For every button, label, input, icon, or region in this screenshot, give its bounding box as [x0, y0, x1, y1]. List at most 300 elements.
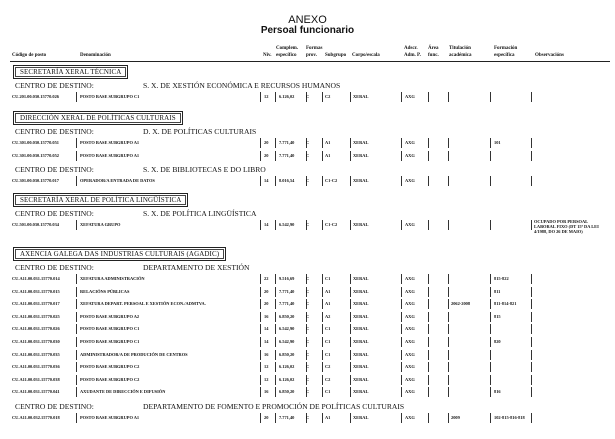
cell-formas: C: [306, 288, 310, 294]
cell-divider: [401, 312, 402, 322]
cell-divider: [428, 324, 429, 334]
centro-value: D. X. DE POLÍTICAS CULTURAIS: [143, 127, 257, 136]
centro-value: S. X. DE BIBLIOTECAS E DO LIBRO: [143, 165, 266, 175]
cell-niv: 12: [264, 376, 269, 382]
cell-denominacion: OPERADOR/A ENTRADA DE DATOS: [80, 178, 155, 184]
cell-divider: [531, 312, 532, 322]
col-titulacion-1: Titulación: [449, 46, 471, 51]
cell-divider: [428, 413, 429, 423]
cell-complem: 7.771,40: [279, 301, 295, 307]
cell-divider: [322, 92, 323, 102]
cell-adscr: AXG: [405, 178, 415, 184]
cell-code: CU.301.00.030.15770.052: [12, 152, 59, 158]
cell-divider: [350, 413, 351, 423]
cell-divider: [428, 362, 429, 372]
cell-code: CU.A11.00.031.15770.017: [12, 301, 60, 307]
cell-divider: [531, 151, 532, 161]
cell-divider: [350, 350, 351, 360]
cell-divider: [531, 413, 532, 423]
cell-divider: [428, 176, 429, 186]
cell-complem: 6.542,90: [279, 326, 295, 332]
table-row: [10, 412, 610, 423]
cell-denominacion: POSTO BASE SUBGRUPO A2: [80, 313, 140, 319]
cell-subgrupo: A1: [325, 288, 331, 294]
cell-denominacion: POSTO BASE SUBGRUPO C2: [80, 364, 140, 370]
cell-corpo: XERAL: [353, 288, 369, 294]
cell-formas: C: [306, 351, 310, 357]
cell-denominacion: ADMINISTRADOR/A DE PRODUCIÓN DE CENTROS: [80, 351, 188, 357]
table-row: [10, 286, 610, 297]
cell-divider: [260, 337, 261, 347]
cell-corpo: XERAL: [353, 339, 369, 344]
cell-niv: 14: [264, 178, 269, 184]
cell-divider: [275, 337, 276, 347]
cell-divider: [428, 287, 429, 297]
cell-corpo: XERAL: [353, 313, 369, 319]
cell-divider: [322, 350, 323, 360]
table-row: [10, 311, 610, 322]
cell-divider: [322, 413, 323, 423]
cell-divider: [260, 287, 261, 297]
cell-divider: [428, 220, 429, 230]
cell-divider: [260, 138, 261, 148]
cell-code: CU.A11.00.031.15770.026: [12, 326, 60, 332]
col-corpo: Corpo/escala: [352, 53, 380, 58]
cell-formas: C: [306, 364, 310, 370]
cell-divider: [322, 362, 323, 372]
cell-formacion: 815-822: [494, 276, 509, 281]
cell-adscr: AXG: [405, 94, 415, 99]
cell-subgrupo: A1: [325, 152, 331, 158]
cell-divider: [531, 92, 532, 102]
cell-corpo: XERAL: [353, 276, 369, 281]
cell-divider: [275, 362, 276, 372]
cell-divider: [401, 324, 402, 334]
cell-divider: [322, 324, 323, 334]
cell-divider: [428, 387, 429, 397]
centro-label: CENTRO DE DESTINO:: [15, 209, 94, 218]
cell-divider: [76, 220, 77, 230]
cell-formas: C: [306, 339, 310, 344]
table-row: [10, 386, 610, 397]
cell-adscr: AXG: [405, 301, 415, 307]
cell-adscr: AXG: [405, 313, 415, 319]
cell-divider: [76, 324, 77, 334]
table-row: [10, 361, 610, 372]
cell-subgrupo: C1-C2: [325, 178, 338, 184]
cell-subgrupo: C1: [325, 276, 331, 281]
cell-divider: [350, 220, 351, 230]
cell-divider: [275, 138, 276, 148]
cell-divider: [350, 375, 351, 385]
cell-divider: [401, 151, 402, 161]
cell-niv: 12: [264, 364, 269, 370]
cell-divider: [531, 274, 532, 284]
cell-formas: C: [306, 140, 310, 145]
cell-divider: [428, 312, 429, 322]
cell-complem: 6.850,20: [279, 389, 295, 395]
cell-divider: [260, 92, 261, 102]
cell-adscr: AXG: [405, 152, 415, 158]
cell-divider: [531, 299, 532, 309]
cell-denominacion: XEFATURA GRUPO: [80, 222, 121, 227]
cell-divider: [401, 337, 402, 347]
cell-complem: 6.126,02: [279, 364, 295, 370]
cell-subgrupo: A1: [325, 301, 331, 307]
cell-divider: [350, 151, 351, 161]
cell-corpo: XERAL: [353, 301, 369, 307]
cell-divider: [401, 387, 402, 397]
cell-divider: [76, 337, 77, 347]
centro-label: CENTRO DE DESTINO:: [15, 402, 94, 411]
cell-divider: [275, 274, 276, 284]
cell-titulacion: 2062-2008: [451, 301, 471, 307]
cell-code: CU.201.00.030.15770.026: [12, 94, 59, 99]
section-box: [13, 247, 226, 261]
cell-divider: [448, 220, 449, 230]
section-name: DIRECCIÓN XERAL DE POLÍTICAS CULTURAIS: [15, 113, 181, 123]
cell-divider: [401, 299, 402, 309]
cell-formas: C: [306, 389, 310, 395]
centro-value: DEPARTAMENTO DE XESTIÓN: [143, 263, 250, 272]
header-rule: [10, 61, 610, 62]
centro-value: DEPARTAMENTO DE FOMENTO E PROMOCIÓN DE POLÍTICAS CULTURAIS: [143, 402, 405, 411]
cell-divider: [490, 220, 491, 230]
cell-niv: 20: [264, 152, 269, 158]
cell-divider: [448, 387, 449, 397]
cell-divider: [322, 375, 323, 385]
cell-divider: [531, 220, 532, 230]
cell-code: CU.A11.00.031.15770.030: [12, 339, 60, 344]
cell-divider: [275, 151, 276, 161]
cell-subgrupo: C1: [325, 351, 331, 357]
cell-divider: [260, 274, 261, 284]
cell-denominacion: RELACIÓNS PÚBLICAS: [80, 288, 130, 294]
cell-adscr: AXG: [405, 326, 415, 332]
cell-divider: [401, 176, 402, 186]
cell-corpo: XERAL: [353, 152, 369, 158]
cell-subgrupo: C1: [325, 326, 331, 332]
cell-divider: [260, 375, 261, 385]
cell-niv: 20: [264, 301, 269, 307]
cell-adscr: AXG: [405, 415, 415, 420]
cell-divider: [76, 387, 77, 397]
cell-complem: 9.516,69: [279, 276, 295, 281]
section-box: [13, 111, 183, 125]
cell-divider: [260, 299, 261, 309]
cell-divider: [490, 92, 491, 102]
cell-divider: [76, 138, 77, 148]
cell-divider: [350, 312, 351, 322]
cell-corpo: XERAL: [353, 415, 369, 420]
cell-divider: [322, 151, 323, 161]
cell-divider: [260, 176, 261, 186]
cell-formacion: 811-814-821: [494, 301, 517, 307]
col-denominacion: Denominación: [80, 53, 111, 58]
col-formas-1: Formas: [306, 46, 323, 51]
cell-code: CU.501.00.030.15770.034: [12, 222, 59, 227]
cell-divider: [76, 413, 77, 423]
cell-complem: 6.850,20: [279, 351, 295, 357]
cell-denominacion: XEFATURA DEPART. PERSOAL E XESTIÓN ECON./ADMTVA.: [80, 301, 206, 307]
cell-divider: [275, 287, 276, 297]
cell-subgrupo: A1: [325, 140, 331, 145]
section-name: SECRETARÍA XERAL TÉCNICA: [15, 67, 126, 77]
cell-corpo: XERAL: [353, 326, 369, 332]
cell-titulacion: 2009: [451, 415, 460, 420]
cell-divider: [350, 337, 351, 347]
cell-divider: [490, 138, 491, 148]
document-title: ANEXO: [288, 14, 327, 26]
centro-value: S. X. DE XESTIÓN ECONÓMICA E RECURSOS HUMANOS: [143, 81, 341, 90]
cell-denominacion: POSTO BASE SUBGRUPO A1: [80, 140, 140, 145]
cell-complem: 7.771,40: [279, 415, 295, 420]
cell-formas: C: [306, 276, 310, 281]
cell-adscr: AXG: [405, 339, 415, 344]
cell-divider: [531, 375, 532, 385]
cell-denominacion: XEFATURA ADMINISTRACIÓN: [80, 276, 145, 281]
cell-niv: 16: [264, 389, 269, 395]
cell-divider: [490, 337, 491, 347]
cell-divider: [275, 350, 276, 360]
table-row: [10, 137, 610, 148]
cell-denominacion: POSTO BASE SUBGRUPO C1: [80, 339, 140, 344]
cell-divider: [490, 312, 491, 322]
cell-divider: [448, 337, 449, 347]
col-complem-1: Complem.: [276, 46, 299, 51]
cell-corpo: XERAL: [353, 376, 369, 382]
cell-divider: [531, 362, 532, 372]
cell-divider: [76, 151, 77, 161]
cell-divider: [531, 387, 532, 397]
cell-subgrupo: C2: [325, 94, 331, 99]
cell-divider: [322, 287, 323, 297]
cell-divider: [322, 138, 323, 148]
cell-divider: [260, 312, 261, 322]
cell-complem: 6.126,02: [279, 376, 295, 382]
cell-code: CU.A11.00.031.15770.025: [12, 313, 60, 319]
cell-divider: [275, 413, 276, 423]
col-complem-2: específico: [276, 53, 297, 58]
cell-niv: 14: [264, 326, 269, 332]
cell-divider: [428, 350, 429, 360]
table-row: [10, 219, 610, 234]
cell-divider: [260, 151, 261, 161]
col-niv: Niv.: [263, 53, 272, 58]
cell-code: CU.301.00.030.15770.017: [12, 178, 59, 184]
cell-niv: 12: [264, 94, 269, 99]
cell-divider: [401, 362, 402, 372]
cell-formacion: 815: [494, 313, 501, 319]
col-subgrupo: Subgrupo: [325, 53, 347, 58]
cell-divider: [275, 299, 276, 309]
cell-divider: [76, 287, 77, 297]
cell-divider: [531, 176, 532, 186]
cell-divider: [76, 312, 77, 322]
cell-corpo: XERAL: [353, 222, 369, 227]
cell-code: CU.A11.00.031.15770.015: [12, 288, 60, 294]
col-formas-2: prov.: [306, 53, 317, 58]
cell-divider: [260, 324, 261, 334]
cell-niv: 20: [264, 288, 269, 294]
cell-niv: 16: [264, 351, 269, 357]
cell-denominacion: POSTO BASE SUBGRUPO C2: [80, 376, 140, 382]
col-titulacion-2: académica: [449, 53, 472, 58]
col-observacions: Observacións: [535, 53, 564, 58]
cell-divider: [448, 324, 449, 334]
table-row: [10, 323, 610, 334]
cell-divider: [322, 220, 323, 230]
cell-divider: [275, 324, 276, 334]
cell-divider: [260, 220, 261, 230]
cell-formas: C: [306, 376, 310, 382]
centro-label: CENTRO DE DESTINO:: [15, 127, 94, 136]
document-subtitle: Persoal funcionario: [260, 25, 355, 36]
cell-divider: [260, 350, 261, 360]
col-formacion-2: específica: [494, 53, 515, 58]
cell-divider: [76, 362, 77, 372]
cell-divider: [350, 92, 351, 102]
cell-formacion: 811: [494, 288, 501, 294]
cell-divider: [428, 337, 429, 347]
cell-code: CU.A11.00.031.15770.035: [12, 351, 60, 357]
cell-divider: [322, 337, 323, 347]
cell-divider: [76, 375, 77, 385]
cell-divider: [448, 176, 449, 186]
cell-divider: [448, 350, 449, 360]
cell-divider: [428, 375, 429, 385]
table-row: [10, 175, 610, 186]
cell-divider: [490, 299, 491, 309]
cell-code: CU.301.00.030.15770.051: [12, 140, 59, 145]
cell-divider: [401, 413, 402, 423]
cell-divider: [350, 362, 351, 372]
cell-divider: [401, 274, 402, 284]
cell-formas: C: [306, 94, 310, 99]
cell-divider: [401, 350, 402, 360]
cell-complem: 7.771,40: [279, 140, 295, 145]
section-box: [13, 65, 128, 79]
cell-divider: [428, 92, 429, 102]
cell-code: CU.A11.00.031.15770.041: [12, 389, 60, 395]
cell-divider: [322, 299, 323, 309]
cell-corpo: XERAL: [353, 94, 369, 99]
cell-divider: [275, 176, 276, 186]
cell-divider: [76, 274, 77, 284]
table-row: [10, 273, 610, 284]
cell-divider: [448, 92, 449, 102]
cell-divider: [350, 324, 351, 334]
cell-denominacion: POSTO BASE SUBGRUPO C1: [80, 94, 140, 99]
cell-adscr: AXG: [405, 140, 415, 145]
cell-divider: [490, 324, 491, 334]
cell-complem: 8.016,54: [279, 178, 295, 184]
cell-divider: [275, 375, 276, 385]
col-area-1: Área: [428, 46, 439, 51]
table-row: [10, 298, 610, 309]
cell-complem: 6.850,20: [279, 313, 295, 319]
cell-divider: [448, 138, 449, 148]
cell-divider: [401, 287, 402, 297]
cell-divider: [401, 92, 402, 102]
cell-niv: 16: [264, 313, 269, 319]
cell-divider: [275, 387, 276, 397]
section-name: AXENCIA GALEGA DAS INDUSTRIAS CULTURAIS (AGADIC): [15, 249, 224, 259]
cell-divider: [428, 299, 429, 309]
cell-niv: 20: [264, 415, 269, 420]
cell-denominacion: POSTO BASE SUBGRUPO A1: [80, 415, 140, 420]
cell-divider: [322, 387, 323, 397]
cell-divider: [401, 220, 402, 230]
cell-divider: [260, 413, 261, 423]
cell-divider: [428, 274, 429, 284]
cell-code: CU.A11.00.031.15770.036: [12, 364, 60, 370]
cell-adscr: AXG: [405, 351, 415, 357]
cell-adscr: AXG: [405, 389, 415, 395]
section-name: SECRETARÍA XERAL DE POLÍTICA LINGÜÍSTICA: [15, 195, 186, 205]
cell-niv: 20: [264, 140, 269, 145]
cell-divider: [490, 176, 491, 186]
cell-divider: [490, 274, 491, 284]
cell-denominacion: AXUDANTE DE DIRECCIÓN E DIFUSIÓN: [80, 389, 166, 395]
cell-divider: [448, 299, 449, 309]
centro-value: S. X. DE POLÍTICA LINGÜÍSTICA: [143, 209, 257, 218]
cell-formacion: 816: [494, 389, 501, 395]
cell-divider: [76, 350, 77, 360]
cell-divider: [490, 350, 491, 360]
cell-subgrupo: A2: [325, 313, 331, 319]
cell-divider: [428, 138, 429, 148]
cell-complem: 7.771,40: [279, 152, 295, 158]
cell-divider: [448, 274, 449, 284]
centro-label: CENTRO DE DESTINO:: [15, 81, 94, 90]
cell-subgrupo: C1: [325, 339, 331, 344]
table-row: [10, 374, 610, 385]
cell-divider: [428, 151, 429, 161]
cell-adscr: AXG: [405, 364, 415, 370]
cell-divider: [448, 413, 449, 423]
cell-divider: [448, 362, 449, 372]
cell-divider: [350, 287, 351, 297]
cell-divider: [401, 375, 402, 385]
cell-corpo: XERAL: [353, 178, 369, 184]
col-formacion-1: Formación: [494, 46, 518, 51]
table-row: [10, 150, 610, 161]
cell-formas: C: [306, 313, 310, 319]
cell-niv: 14: [264, 222, 269, 227]
cell-adscr: AXG: [405, 276, 415, 281]
col-codigo: Código de posto: [12, 53, 47, 58]
cell-formas: C: [306, 326, 310, 332]
cell-divider: [275, 92, 276, 102]
cell-formas: C: [306, 152, 310, 158]
cell-complem: 6.542,90: [279, 339, 295, 344]
cell-code: CU.A11.00.031.15770.038: [12, 376, 60, 382]
cell-formas: C: [306, 415, 310, 420]
cell-subgrupo: C1: [325, 389, 331, 395]
cell-divider: [76, 176, 77, 186]
cell-corpo: XERAL: [353, 389, 369, 395]
cell-divider: [490, 287, 491, 297]
column-header-row: [0, 43, 615, 61]
cell-subgrupo: C2: [325, 364, 331, 370]
cell-divider: [350, 274, 351, 284]
cell-divider: [76, 92, 77, 102]
cell-divider: [448, 287, 449, 297]
cell-formacion: 820: [494, 339, 501, 344]
table-row: [10, 336, 610, 347]
cell-corpo: XERAL: [353, 351, 369, 357]
